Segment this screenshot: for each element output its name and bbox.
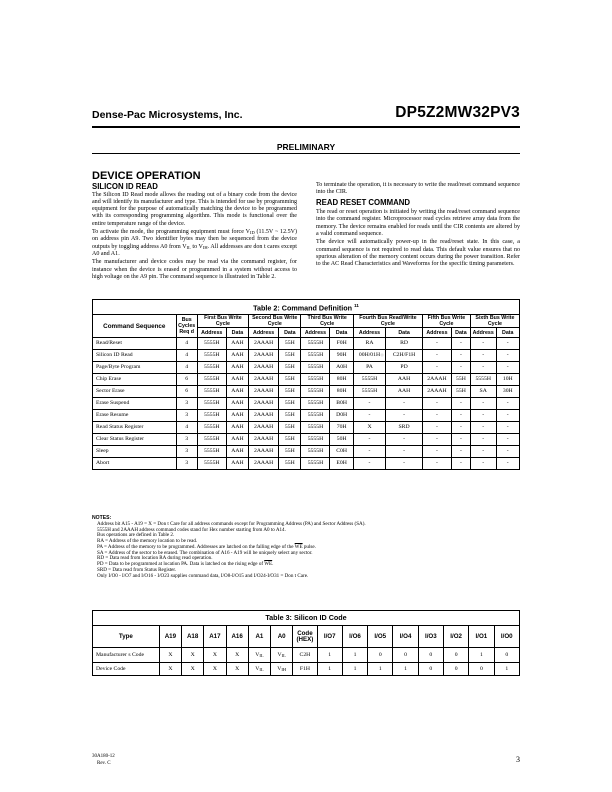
table2-cell: -: [386, 458, 423, 470]
table2-cell: -: [451, 350, 470, 362]
table2-cell: 3: [176, 446, 197, 458]
table2-subheader: Data: [451, 328, 470, 338]
table2-cell: 55H: [451, 374, 470, 386]
table3-cell: 1: [494, 663, 519, 676]
table3-title: Table 3: Silicon ID Code: [93, 611, 520, 626]
table3-header-cell: A19: [159, 626, 181, 648]
table2-cell: 6: [176, 386, 197, 398]
table2-cell: 55H: [279, 422, 301, 434]
table2-cell: -: [451, 434, 470, 446]
table2-cell: -: [386, 446, 423, 458]
table2-header-command: Command Sequence: [93, 315, 177, 338]
document-number: 30A180-12: [92, 754, 115, 759]
table2-cell: -: [470, 434, 496, 446]
table2-cell: 5555H: [301, 422, 330, 434]
table2-cell: 5555H: [301, 362, 330, 374]
table2-cell: F0H: [330, 338, 353, 350]
table2-cell: C0H: [330, 446, 353, 458]
table2-cell: 5555H: [301, 374, 330, 386]
table2-cell: 5555H: [197, 422, 226, 434]
table2-cell: 55H: [279, 374, 301, 386]
table2-header-bus-cycles: Bus Cycles Req d: [176, 315, 197, 338]
table2-cell: 5555H: [301, 398, 330, 410]
table2-command-cell: Sector Erase: [93, 386, 177, 398]
table2-command-cell: Abort: [93, 458, 177, 470]
table2-cell: 5555H: [301, 410, 330, 422]
left-column: [92, 182, 297, 282]
table3-header-cell: I/O0: [494, 626, 519, 648]
table2-row: [93, 350, 520, 362]
table2-cell: -: [422, 422, 451, 434]
table2-command-cell: Silicon ID Read: [93, 350, 177, 362]
table2-cell: RA: [353, 338, 385, 350]
table2-row: [93, 362, 520, 374]
table2-cell: -: [496, 338, 519, 350]
table3-cell: X: [159, 648, 181, 663]
table2-command-cell: Read/Reset: [93, 338, 177, 350]
table2-cell: 2AAAH: [422, 386, 451, 398]
silicon-id-paragraph-3: The manufacturer and device codes may be read via the command register, for instance when the device is erased or programmed in a system without access to high voltage on the A9 pin. The command sequence is illustrated in Table 2.: [92, 259, 297, 280]
table2-cell: -: [451, 410, 470, 422]
table2-cell: 55H: [279, 446, 301, 458]
table2-cell: 5555H: [197, 374, 226, 386]
table3-header-cell: I/O5: [368, 626, 393, 648]
table2-cell: -: [470, 410, 496, 422]
table3-cell: 0: [418, 663, 443, 676]
table3-cell: 1: [393, 663, 418, 676]
table2-command-cell: Erase Suspend: [93, 398, 177, 410]
table2-cell: -: [496, 362, 519, 374]
table2-cell: -: [422, 362, 451, 374]
table2-cell: 30H: [496, 386, 519, 398]
table2-cell: 2AAAH: [249, 350, 279, 362]
silicon-id-code-table: [92, 610, 520, 676]
table3-header-cell: I/O2: [443, 626, 468, 648]
table3-cell: 0: [418, 648, 443, 663]
table3-cell: $V_{IL}$: [248, 648, 270, 663]
table3-header-cell: A0: [271, 626, 293, 648]
table2-cell: -: [422, 338, 451, 350]
table2-cell: 5555H: [301, 446, 330, 458]
table2-cell: 5555H: [197, 458, 226, 470]
table3-cell: X: [204, 663, 226, 676]
table2-cell: 5555H: [197, 350, 226, 362]
table2-cell: -: [353, 398, 385, 410]
table2-row: [93, 446, 520, 458]
table2-cell: -: [386, 410, 423, 422]
table2-cell: AAH: [226, 422, 248, 434]
table3-header-cell: I/O3: [418, 626, 443, 648]
table2-cell: 5555H: [197, 446, 226, 458]
table2-cell: SA: [470, 386, 496, 398]
table2-cell: 00H/01H: [353, 350, 385, 362]
table2-cell: 4: [176, 422, 197, 434]
table2-cell: AAH: [226, 386, 248, 398]
table3-type-cell: Device Code: [93, 663, 160, 676]
silicon-id-heading: SILICON ID READ: [92, 182, 158, 191]
table3-header-cell: A18: [182, 626, 204, 648]
table2-header-group: Sixth Bus Write Cycle: [470, 315, 519, 328]
table3-header-cell: Code (HEX): [293, 626, 317, 648]
table2-cell: AAH: [226, 434, 248, 446]
table3-header-cell: I/O6: [342, 626, 367, 648]
note: SA = Address of the sector to be erased. The combination of A16 - A19 will be uniquely select any sector.: [97, 549, 313, 556]
table2-cell: 5555H: [197, 398, 226, 410]
table2-cell: -: [353, 458, 385, 470]
table2-cell: 3: [176, 458, 197, 470]
table2-cell: 80H: [330, 374, 353, 386]
table2-cell: 90H: [330, 350, 353, 362]
table2-cell: RD: [386, 338, 423, 350]
table2-cell: 2AAAH: [249, 434, 279, 446]
read-reset-paragraph-1: The read or reset operation is initiated by writing the read/reset command sequence into the command register. Microprocessor read cycles retrieve array data from the memory. The device remains enabled for reads until the CIR contents are altered by a valid command sequence.: [316, 209, 520, 237]
table2-cell: -: [470, 398, 496, 410]
table2-cell: C2H/F1H: [386, 350, 423, 362]
table2-cell: 4: [176, 350, 197, 362]
table3-cell: 1: [342, 663, 367, 676]
table2-subheader: Address: [301, 328, 330, 338]
page-number: 3: [516, 755, 520, 764]
note: PD = Data to be programmed at location PA. Data is latched on the rising edge of $\overline{WE}$.: [97, 561, 274, 567]
table2-cell: 55H: [279, 350, 301, 362]
table2-cell: -: [422, 446, 451, 458]
table2-row: [93, 374, 520, 386]
header-rule-2: [92, 153, 520, 154]
table2-row: [93, 410, 520, 422]
table2-cell: -: [470, 362, 496, 374]
company-name: Dense-Pac Microsystems, Inc.: [92, 109, 243, 121]
preliminary-label: PRELIMINARY: [276, 142, 336, 152]
table2-header-group: Fifth Bus Write Cycle: [422, 315, 470, 328]
table3-cell: 1: [317, 663, 342, 676]
note: Address bit A15 - A19 = X = Don t Care for all address commands except for Programming Address (PA) and Sector Address (SA).: [97, 520, 366, 527]
table3-cell: X: [159, 663, 181, 676]
silicon-id-paragraph-1: The Silicon ID Read mode allows the reading out of a binary code from the device and will identify its manufacturer and type. This is intended for use by programming equipment for the purpose of automatically matching the device to be programmed with its corresponding programming algorithm. This mode is functional over the entire temperature range of the device.: [92, 192, 297, 227]
table3-cell: 1: [469, 648, 494, 663]
table2-cell: AAH: [226, 374, 248, 386]
table2-command-cell: Clear Status Register: [93, 434, 177, 446]
table3-cell: $V_{IL}$: [248, 663, 270, 676]
table2-command-cell: Chip Erase: [93, 374, 177, 386]
table2-cell: -: [496, 446, 519, 458]
table2-cell: -: [386, 398, 423, 410]
table2-cell: -: [422, 398, 451, 410]
table2-cell: -: [422, 410, 451, 422]
table2-cell: 5555H: [301, 386, 330, 398]
table2-cell: -: [470, 446, 496, 458]
table2-cell: 5555H: [353, 374, 385, 386]
note: SRD = Data read from Status Register.: [97, 566, 177, 573]
table2-cell: AAH: [226, 362, 248, 374]
table2-command-cell: Read Status Register: [93, 422, 177, 434]
table2-cell: 5555H: [301, 350, 330, 362]
note: RA = Address of the memory location to be read.: [97, 538, 198, 544]
table2-cell: 50H: [330, 434, 353, 446]
table2-cell: 4: [176, 338, 197, 350]
silicon-id-paragraph-2: To activate the mode, the programming equipment must force $V_{ID}$ (11.5V ~ 12.5V) on address pin A9. Two identifier bytes may then be sequenced from the device outputs by toggling address A0 from $V_{IL}$ to $V_{IH}$. All addresses are don t cares except A0 and A1.: [92, 229, 298, 257]
table2-cell: PD: [386, 362, 423, 374]
table2-cell: -: [470, 338, 496, 350]
table2-cell: AAH: [226, 446, 248, 458]
table2-cell: AAH: [226, 350, 248, 362]
table2-subheader: Address: [422, 328, 451, 338]
note: Bus operations are defined in Table 2.: [97, 532, 175, 539]
table2-cell: 5555H: [470, 374, 496, 386]
table2-cell: -: [496, 410, 519, 422]
table2-command-cell: Page/Byte Program: [93, 362, 177, 374]
command-definition-table: [92, 299, 520, 470]
table3-cell: 0: [494, 648, 519, 663]
table2-header-group: Second Bus Write Cycle: [249, 315, 301, 328]
table2-cell: AAH: [386, 374, 423, 386]
table2-cell: 2AAAH: [249, 422, 279, 434]
table2-cell: -: [353, 410, 385, 422]
table2-subheader: Address: [353, 328, 385, 338]
table3-cell: X: [182, 648, 204, 663]
table2-cell: -: [422, 458, 451, 470]
table2-cell: 2AAAH: [249, 338, 279, 350]
table2-cell: PA: [353, 362, 385, 374]
table3-cell: 0: [368, 648, 393, 663]
table2-cell: -: [496, 350, 519, 362]
table3-cell: $V_{IH}$: [271, 663, 293, 676]
header-rule: [92, 126, 520, 128]
table2-subheader: Address: [470, 328, 496, 338]
table2-cell: 55H: [451, 386, 470, 398]
table2-header-group: Third Bus Write Cycle: [301, 315, 353, 328]
table2-subheader: Data: [386, 328, 423, 338]
table2-cell: -: [451, 446, 470, 458]
table2-subheader: Data: [330, 328, 353, 338]
table2-cell: 2AAAH: [249, 446, 279, 458]
table2-cell: -: [451, 458, 470, 470]
table2-command-cell: Sleep: [93, 446, 177, 458]
table2-cell: -: [496, 458, 519, 470]
table2-cell: E0H: [330, 458, 353, 470]
table2-cell: A0H: [330, 362, 353, 374]
table2-subheader: Data: [496, 328, 519, 338]
table2-cell: 2AAAH: [249, 398, 279, 410]
table3-cell: X: [182, 663, 204, 676]
table2-row: [93, 398, 520, 410]
table2-cell: 55H: [279, 458, 301, 470]
table2-cell: -: [451, 422, 470, 434]
table3-cell: X: [226, 663, 248, 676]
table2-cell: 4: [176, 362, 197, 374]
table2-row: [93, 338, 520, 350]
table2-cell: 5555H: [301, 338, 330, 350]
table2-cell: -: [470, 458, 496, 470]
table2-cell: 5555H: [197, 362, 226, 374]
table2-cell: 5555H: [197, 338, 226, 350]
table3-header-cell: A16: [226, 626, 248, 648]
table2-cell: 2AAAH: [422, 374, 451, 386]
table2-command-cell: Erase Resume: [93, 410, 177, 422]
table2-cell: AAH: [226, 338, 248, 350]
table3-cell: 0: [443, 663, 468, 676]
table2-cell: 70H: [330, 422, 353, 434]
table2-header-group: First Bus Write Cycle: [197, 315, 248, 328]
table3-code-cell: F1H: [293, 663, 317, 676]
table3-cell: 0: [469, 663, 494, 676]
read-reset-heading: READ RESET COMMAND: [316, 198, 410, 208]
table3-cell: X: [226, 648, 248, 663]
right-column: [316, 182, 520, 270]
table2-cell: AAH: [226, 398, 248, 410]
table2-cell: 6: [176, 374, 197, 386]
table2-subheader: Data: [279, 328, 301, 338]
table3-cell: 1: [342, 648, 367, 663]
terminate-paragraph: To terminate the operation, it is necessary to write the read/reset command sequence into the CIR.: [316, 182, 520, 196]
table2-cell: 5555H: [301, 434, 330, 446]
table3-header-cell: I/O7: [317, 626, 342, 648]
table3-row: [93, 648, 520, 663]
table2-cell: D0H: [330, 410, 353, 422]
table3-type-cell: Manufacturer s Code: [93, 648, 160, 663]
table2-cell: -: [353, 434, 385, 446]
table2-cell: X: [353, 422, 385, 434]
table2-cell: 80H: [330, 386, 353, 398]
table3-code-cell: C2H: [293, 648, 317, 663]
table2-cell: B0H: [330, 398, 353, 410]
table2-subheader: Address: [197, 328, 226, 338]
read-reset-paragraph-2: The device will automatically power-up in the read/reset state. In this case, a command sequence is not required to read data. This default value ensures that no spurious alteration of the memory content occurs during the power transition. Refer to the AC Read Characteristics and Waveforms for the specific timing parameters.: [316, 239, 520, 267]
table2-cell: 55H: [279, 362, 301, 374]
table3-header-cell: Type: [93, 626, 160, 648]
table2-cell: 2AAAH: [249, 386, 279, 398]
table2-subheader: Data: [226, 328, 248, 338]
table2-row: [93, 422, 520, 434]
part-number: DP5Z2MW32PV3: [395, 104, 520, 121]
table2-cell: -: [451, 362, 470, 374]
table2-cell: 5555H: [353, 386, 385, 398]
table2-cell: 2AAAH: [249, 410, 279, 422]
table3-header-cell: I/O4: [393, 626, 418, 648]
table2-cell: 55H: [279, 410, 301, 422]
table2-cell: 10H: [496, 374, 519, 386]
table2-cell: -: [451, 338, 470, 350]
table2-cell: -: [470, 422, 496, 434]
table2-cell: 2AAAH: [249, 362, 279, 374]
revision: Rev. C: [97, 761, 111, 766]
notes-heading: NOTES:: [92, 515, 112, 521]
table2-cell: 5555H: [197, 410, 226, 422]
table2-cell: -: [496, 398, 519, 410]
table3-cell: 0: [393, 648, 418, 663]
table2-cell: 5555H: [301, 458, 330, 470]
table3-header-cell: I/O1: [469, 626, 494, 648]
table2-cell: 55H: [279, 398, 301, 410]
table2-cell: 3: [176, 434, 197, 446]
table3-cell: 1: [368, 663, 393, 676]
section-title: DEVICE OPERATION: [92, 170, 201, 182]
table3-header-cell: A17: [204, 626, 226, 648]
table2-cell: 55H: [279, 434, 301, 446]
table3-cell: $V_{IL}$: [271, 648, 293, 663]
table2-cell: 3: [176, 398, 197, 410]
note: RD = Data read from location RA during read operation.: [97, 555, 213, 562]
table3-cell: X: [204, 648, 226, 663]
table2-cell: -: [422, 350, 451, 362]
table2-subheader: Address: [249, 328, 279, 338]
table2-cell: AAH: [386, 386, 423, 398]
table2-cell: 5555H: [197, 386, 226, 398]
note: Only I/O0 - I/O7 and I/O16 - I/O23 supplies command data, I/O8-I/O15 and I/O24-I/O31 = Don t Care.: [97, 572, 309, 579]
note: 5555H and 2AAAH address command codes stand for Hex number starting from A0 to A14.: [97, 526, 286, 533]
table2-cell: 55H: [279, 338, 301, 350]
table2-cell: -: [451, 398, 470, 410]
table3-cell: 0: [443, 648, 468, 663]
table2-cell: 55H: [279, 386, 301, 398]
table2-cell: 2AAAH: [249, 374, 279, 386]
table2-cell: 2AAAH: [249, 458, 279, 470]
table2-cell: AAH: [226, 458, 248, 470]
table3-cell: 1: [317, 648, 342, 663]
note: PA = Address of the memory to be programmed. Addresses are latched on the falling edge of the $\overline{WE}$ pulse.: [97, 543, 316, 550]
table2-cell: 3: [176, 410, 197, 422]
table2-header-group: Fourth Bus Read/Write Cycle: [353, 315, 422, 328]
table2-cell: -: [353, 446, 385, 458]
table3-header-cell: A1: [248, 626, 270, 648]
table2-cell: -: [496, 434, 519, 446]
table2-cell: -: [470, 350, 496, 362]
table2-cell: 5555H: [197, 434, 226, 446]
table2-row: [93, 434, 520, 446]
table3-row: [93, 663, 520, 676]
table2-cell: -: [496, 422, 519, 434]
table2-cell: -: [422, 434, 451, 446]
table2-row: [93, 386, 520, 398]
table2-cell: AAH: [226, 410, 248, 422]
table2-row: [93, 458, 520, 470]
table2-cell: SRD: [386, 422, 423, 434]
watermark: •: [376, 347, 388, 363]
table2-title: Table 2: Command Definition $^{11}$: [93, 300, 520, 315]
table2-cell: -: [386, 434, 423, 446]
notes-block: [92, 516, 366, 579]
